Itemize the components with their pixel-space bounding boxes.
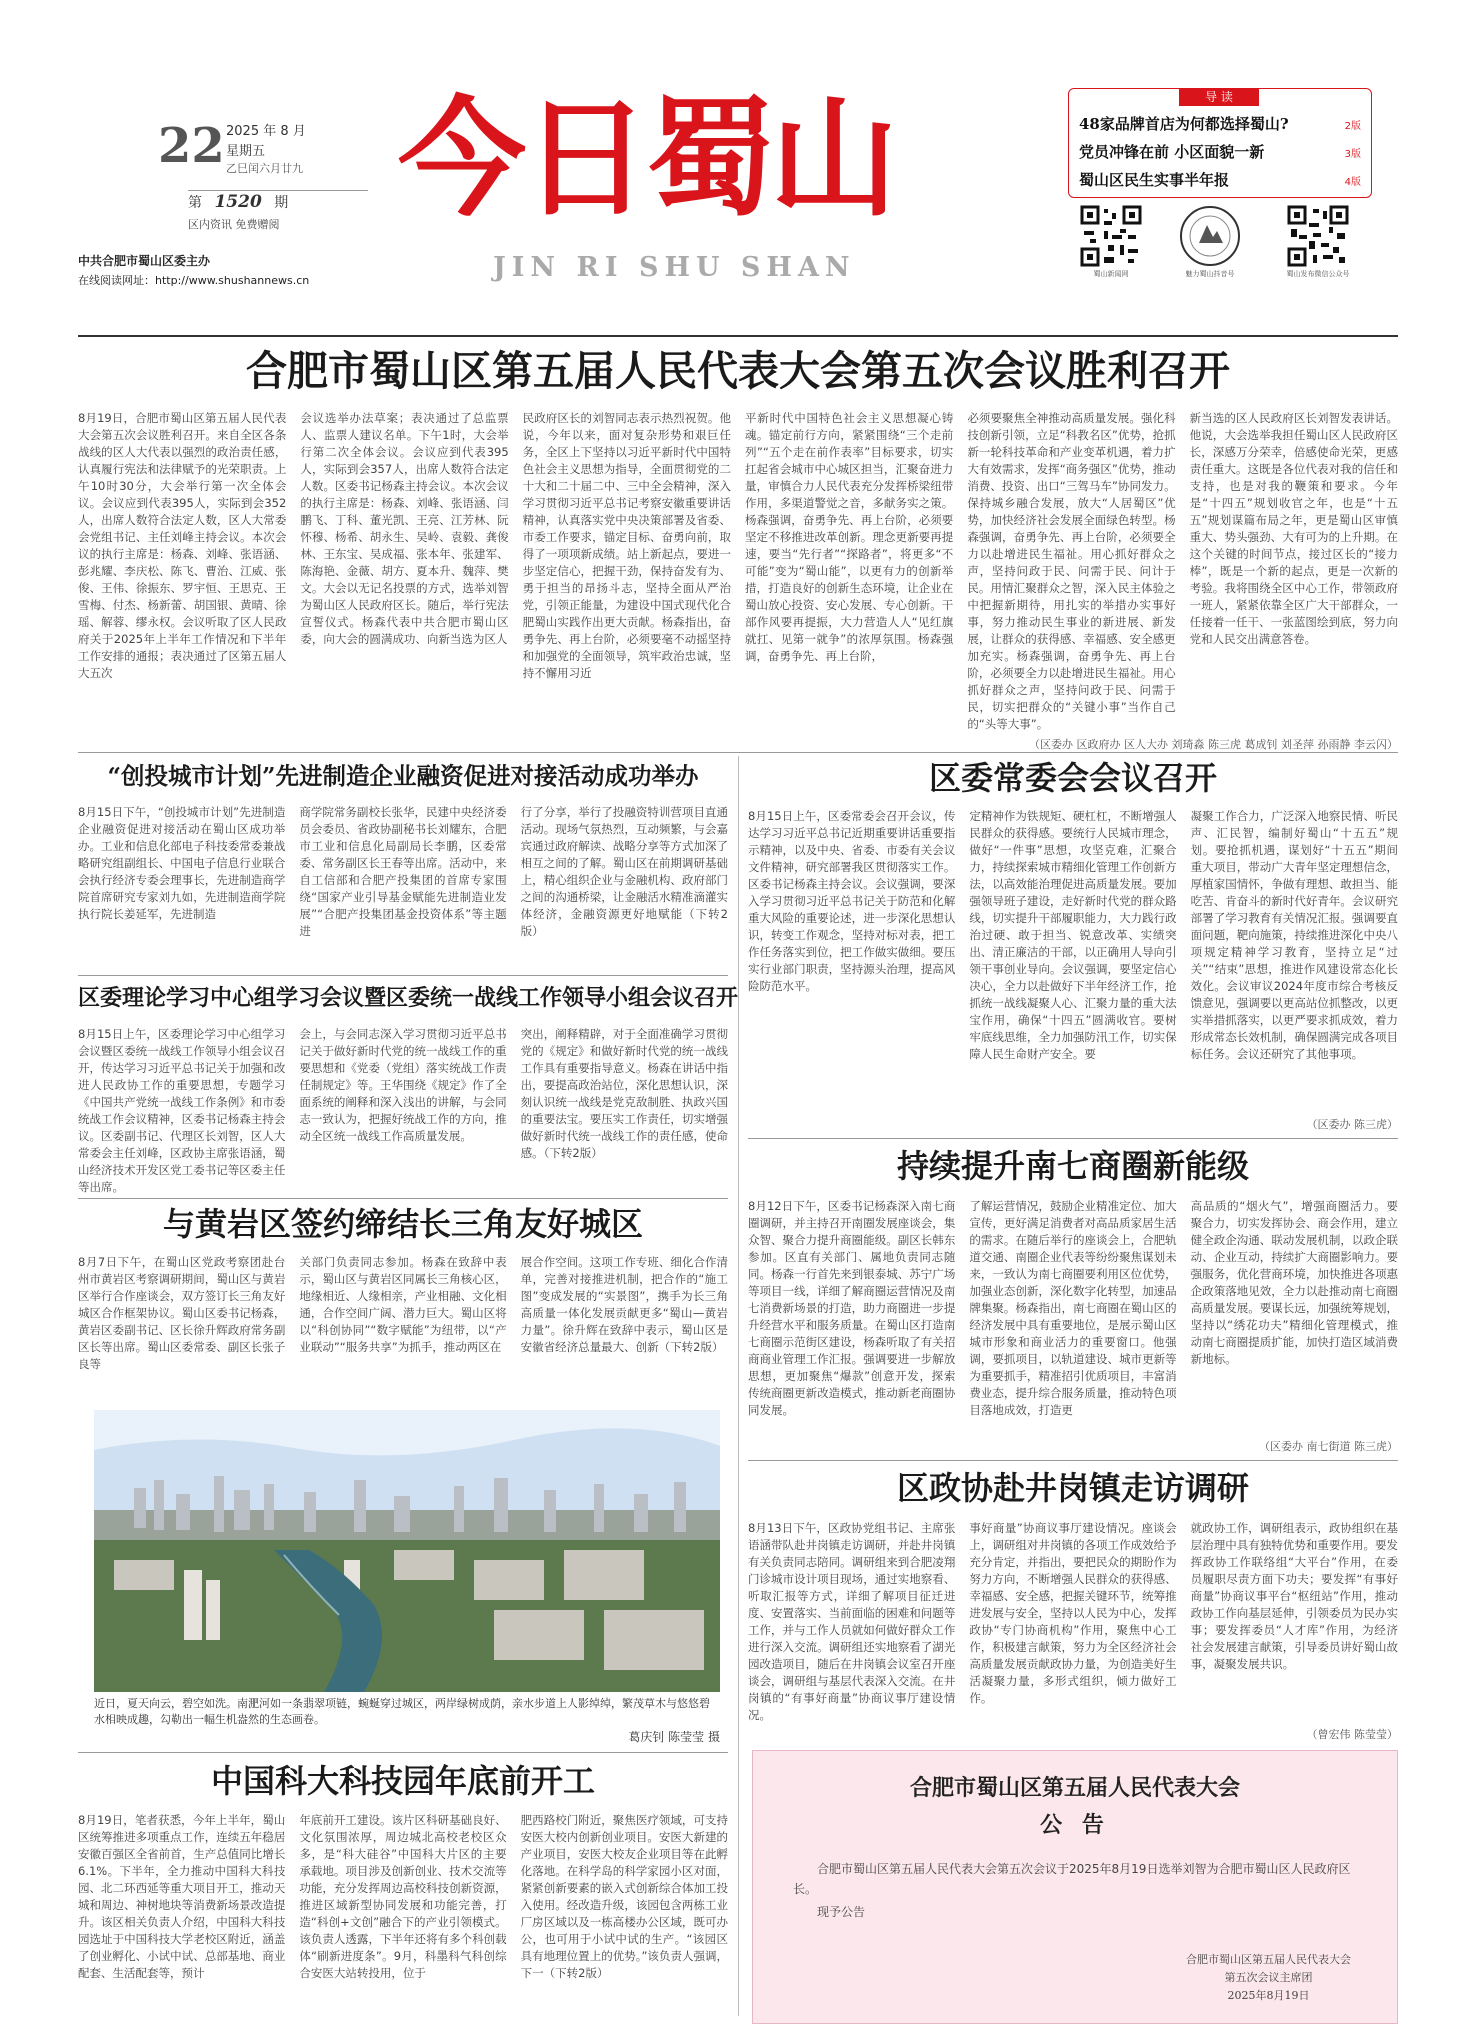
guide-item[interactable]: 蜀山区民生实事半年报 4版 bbox=[1079, 171, 1361, 189]
article-study bbox=[78, 978, 739, 1196]
nanqi-headline: 持续提升南七商圈新能级 bbox=[896, 1147, 1249, 1185]
lead-column: 平新时代中国特色社会主义思想凝心铸魂。锚定前行方向，紧紧围绕“三个走前列”“五个走在前作表率”目标要求，切实扛起省会城市中心城区担当，汇聚奋进力量，审慎合力人民代表充分发挥桥梁纽带作用，多渠道警觉之音，多献务实之策。杨森强调，奋勇争先、再上台阶，必须要坚定不移推进改革创新。理念更新要再提速，要当“先行者”“探路者”，将更多“不可能”变为“蜀山能”，以更有力的创新举措，打造良好的创新生态环境，让企业在蜀山放心投资、安心发展、专心创新。干部作风要再提振，大力营造人人“见红旗就扛、见第一就争”的浓厚氛围。杨森强调，奋勇争先、再上台阶， bbox=[744, 411, 954, 663]
lead-credit: （区委办 区政府办 区人大办 刘琦淼 陈三虎 葛成钊 刘圣萍 孙雨静 李云闪） bbox=[1029, 738, 1398, 751]
distribution-note: 区内资讯 免费赠阅 bbox=[188, 218, 280, 231]
venture-column: 行了分享，举行了投融资特训营项目直通活动。现场气氛热烈，互动频繁，与会嘉宾通过政府解读、战略分享等方式加深了相互之间的了解。蜀山区在前期调研基础上，精心组织企业与金融机构、政府部门之间的沟通桥梁，让金融活水精准滴灌实体经济，金融资源更好地赋能（下转2版） bbox=[520, 805, 728, 938]
venture-column: 8月15日下午，“创投城市计划”先进制造企业融资促进对接活动在蜀山区成功举办。工业和信息化部电子科技委常委兼战略研究组副组长、中国电子信息行业联合会执行经济专委会理事长，先进制造商学院首席研究专家刘九如，先进制造商学院执行院长姜延军，先进制造 bbox=[78, 805, 286, 921]
article-huangyan bbox=[78, 1202, 728, 1406]
venture-column: 商学院常务副校长张华，民建中央经济委员会委员、省政协副秘书长刘耀东，合肥市工业和信息化局副局长李鹏，区委常委、常务副区长王春等出席。活动中，来自工信部和合肥产投集团的首席专家围绕“国家产业引导基金赋能先进制造业发展”“合肥产投集团基金投资体系”等主题进 bbox=[299, 805, 507, 938]
lead-headline: 合肥市蜀山区第五届人民代表大会第五次会议胜利召开 bbox=[246, 347, 1230, 395]
article-standing-committee bbox=[748, 756, 1398, 1132]
issue-number: 第 1520 期 bbox=[188, 192, 289, 212]
lead-column: 会议选举办法草案；表决通过了总监票人、监票人建议名单。下午1时，大会举行第二次全体会议。会议应到代表395人，实际到会357人，出席人数符合法定人数。区委书记杨森主持会议。本次会议的执行主席是：杨森、刘峰、张语涵、闫鹏飞、丁科、董光凯、王亮、江芳林、阮怀穆、杨希、胡永生、吴岭、袁毅、龚俊林、王东宝、吴成福、张本年、张建军、陈海艳、金薇、胡方、夏本升、魏萍、樊文。大会以无记名投票的方式，选举刘智为蜀山区人民政府区长。随后，举行宪法宣誓仪式。杨森代表中共合肥市蜀山区委，向大会的圆满成功、向新当选为区人 bbox=[300, 411, 509, 646]
huangyan-headline: 与黄岩区签约缔结长三角友好城区 bbox=[162, 1205, 643, 1243]
guide-box bbox=[1068, 88, 1372, 198]
date-day: 22 bbox=[158, 118, 225, 174]
cppcc-column: 8月13日下午，区政协党组书记、主席张语涵带队赴井岗镇走访调研，并赴井岗镇有关负责同志陪同。调研组来到合肥凌翔门诊城市设计项目现场，通过实地察看、听取汇报等方式，详细了解项目征迁进度、安置落实、当前面临的困难和问题等工作，并与工作人员就如何做好群众工作进行深入交流。调研组还实地察看了湖光园改造项目，随后在井岗镇会议室召开座谈会，调研组与基层代表深入交流。在井岗镇的“有事好商量”协商议事厅建设情况。 bbox=[748, 1521, 956, 1722]
notice-closing: 现予公告 bbox=[817, 1905, 866, 1919]
huangyan-column: 8月7日下午，在蜀山区党政考察团赴台州市黄岩区考察调研期间，蜀山区与黄岩区举行合作座谈会，双方签订长三角友好城区合作框架协议。蜀山区委书记杨森，黄岩区委副书记、区长徐升辉政府常务副区长等出席。蜀山区委常委、副区长张子良等 bbox=[78, 1255, 286, 1371]
guide-item[interactable]: 48家品牌首店为何都选择蜀山? 2版 bbox=[1079, 115, 1361, 133]
committee-credit: （区委办 陈三虎） bbox=[1306, 1118, 1398, 1131]
article-venture bbox=[78, 756, 728, 974]
date-year-month: 2025 年 8 月 bbox=[226, 124, 306, 139]
nanqi-column: 了解运营情况，鼓励企业精准定位、加大宣传，更好满足消费者对高品质家居生活的需求。在随后举行的座谈会上，合肥轨道交通、南圈企业代表等纷纷聚焦谋划未来，一致认为南七商圈要利用区位优势，加强业态创新，深化数字化转型，加速品牌集聚。杨森指出，南七商圈在蜀山区的经济发展中具有重要地位，是展示蜀山区城市形象和商业活力的重要窗口。他强调，要抓项目，以轨道建设、城市更新等为重要抓手，精准招引优质项目，丰富消费业态，提升综合服务质量，推动特色项目落地成效，打造更 bbox=[969, 1199, 1177, 1417]
notice-body: 合肥市蜀山区第五届人民代表大会第五次会议于2025年8月19日选举刘智为合肥市蜀山区人民政府区长。 bbox=[793, 1862, 1351, 1896]
photo-caption: 近日，夏天向云，碧空如洗。南淝河如一条翡翠项链，蜿蜒穿过城区，两岸绿树成荫，亲水步道上人影绰绰，繁茂草木与悠悠碧水相映成趣，勾勒出一幅生机盎然的生态画卷。 bbox=[94, 1697, 710, 1726]
study-headline: 区委理论学习中心组学习会议暨区委统一战线工作领导小组会议召开 bbox=[78, 985, 739, 1011]
city-river-photo bbox=[94, 1410, 720, 1692]
qr-code-wechat[interactable]: 蜀山发布微信公众号 bbox=[1268, 205, 1368, 279]
notice-signature: 合肥市蜀山区第五届人民代表大会 第五次会议主席团 2025年8月19日 bbox=[1186, 1953, 1351, 2002]
article-cppcc bbox=[748, 1464, 1398, 1742]
public-notice bbox=[752, 1750, 1398, 2024]
newspaper-pinyin: JIN RI SHU SHAN bbox=[493, 252, 856, 283]
huangyan-column: 关部门负责同志参加。杨森在致辞中表示，蜀山区与黄岩区同属长三角核心区，地缘相近、人缘相亲，产业相融、文化相通，合作空间广阔、潜力巨大。蜀山区将以“科创协同”“数字赋能”为纽带，以“产业联动”“服务共享”为抓手，推动两区在 bbox=[299, 1255, 507, 1354]
lead-column: 民政府区长的刘智同志表示热烈祝贺。他说，今年以来，面对复杂形势和艰巨任务，全区上下坚持以习近平新时代中国特色社会主义思想为指导，全面贯彻党的二十大和二十届二中、三中全会精神，深入学习贯彻习近平总书记考察安徽重要讲话精神，认真落实党中央决策部署及省委、市委工作要求，锚定目标、奋勇向前，取得了一项项新成绩。站上新起点，要进一步坚定信心，把握干劲，保持奋发有为、勇于担当的昂扬斗志，坚持全面从严治党，引领正能量，为建设中国式现代化合肥蜀山实践作出更大贡献。杨森指出，奋勇争先、再上台阶，必须要毫不动摇坚持和加强党的全面领导，筑牢政治忠诚，坚持不懈用习近 bbox=[522, 411, 731, 680]
date-lunar: 乙巳闰六月廿九 bbox=[226, 162, 303, 175]
lead-column: 8月19日，合肥市蜀山区第五届人民代表大会第五次会议胜利召开。来自全区各条战线的区人大代表以强烈的政治责任感，认真履行宪法和法律赋予的光荣职责。上午10时30分，大会举行第一次全体会议。会议应到代表395人，实际到会352人，出席人数符合法定人数，区人大常委会党组书记、主任刘峰主持会议。本次会议的执行主席是：杨森、刘峰、张语涵、彭兆耀、李庆松、陈飞、曹治、江威、张俊、王伟、徐振东、罗宇恒、王思克、王雪梅、付杰、杨新蕾、胡国银、黄晴、徐瑶、解蓉、缪永权。会议听取了区人民政府关于2025年上半年工作情况和下半年工作安排的通报；表决通过了区第五届人大五次 bbox=[78, 411, 287, 680]
cppcc-credit: （曾宏伟 陈莹莹） bbox=[1306, 1728, 1398, 1741]
nanqi-column: 高品质的“烟火气”，增强商圈活力。要聚合力，切实发挥协会、商会作用，建立健全政企沟通、联动发展机制，以政企联动、企业互动，持续扩大商圈影响力。要强服务，优化营商环境，加快推进各项惠企政策落地见效，全力以赴推动南七商圈高质量发展。要谋长远，加强统筹规划，坚持以“绣花功夫”精细化管理模式，推动南七商圈提质扩能，加快打造区域消费新地标。 bbox=[1190, 1199, 1398, 1366]
article-nanqi bbox=[748, 1142, 1398, 1454]
venture-headline: “创投城市计划”先进制造企业融资促进对接活动成功举办 bbox=[107, 762, 699, 790]
study-column: 突出，阐释精辟，对于全面准确学习贯彻党的《规定》和做好新时代党的统一战线工作具有重要指导意义。杨森在讲话中指出，要提高政治站位，深化思想认识，深刻认识统一战线是党克敌制胜、执政兴国的重要法宝。要压实工作责任，切实增强做好新时代统一战线工作的责任感，使命感。（下转2版） bbox=[520, 1027, 728, 1160]
notice-subtitle: 公 告 bbox=[1040, 1812, 1110, 1838]
lead-article bbox=[78, 340, 1398, 752]
cppcc-column: 就政协工作，调研组表示，政协组织在基层治理中具有独特优势和重要作用。要发挥政协工作联络组“大平台”作用，在委员履职尽责方面下功夫；要发挥“有事好商量”协商议事平台“枢纽站”作用，推动政协工作向基层延伸，引领委员为民办实事；要发挥委员“人才库”作用，为经济社会发展建言献策，引导委员讲好蜀山故事，凝聚发展共识。 bbox=[1190, 1521, 1398, 1671]
study-column: 8月15日上午，区委理论学习中心组学习会议暨区委统一战线工作领导小组会议召开，传达学习习近平总书记关于加强和改进人民政协工作的重要思想，专题学习《中国共产党统一战线工作条例》和市委统战工作会议精神，区委书记杨森主持会议。区委副书记、代理区长刘智，区人大常委会主任刘峰，区政协主席张语涵，蜀山经济技术开发区党工委书记等区委主任等出席。 bbox=[78, 1027, 286, 1194]
notice-title: 合肥市蜀山区第五届人民代表大会 bbox=[909, 1775, 1240, 1801]
qr-code-news[interactable]: 蜀山新闻网 bbox=[1073, 205, 1149, 279]
date-weekday: 星期五 bbox=[226, 144, 266, 159]
qr-code-douyin[interactable]: 魅力蜀山抖音号 bbox=[1170, 205, 1250, 279]
article-ustc-park bbox=[78, 1756, 728, 2014]
committee-headline: 区委常委会会议召开 bbox=[928, 759, 1217, 797]
committee-column: 定精神作为铁规矩、硬杠杠，不断增强人民群众的获得感。要统行人民城市理念，做好“一件事”思想，攻坚克难，汇聚合力，持续探索城市精细化管理工作创新方法，以高效能治理促进高质量发展。要加强领导班子建设，走好新时代党的群众路线，切实提升干部履职能力，大力践行政治过硬、敢于担当、锐意改革、实绩突出、清正廉洁的干部，以正确用人导向引领干事创业导向。会议强调，要坚定信心决心，全力以赴做好下半年经济工作，抢抓统一战线凝聚人心、汇聚力量的重大法宝作用，确保“十四五”圆满收官。要树牢底线思维，全力加强防汛工作，切实保障人民生命财产安全。要 bbox=[969, 809, 1177, 1061]
newspaper-title: 今日蜀山 bbox=[398, 84, 895, 234]
committee-column: 凝聚工作合力，广泛深入地察民情、听民声、汇民智，编制好蜀山“十五五”规划。要抢抓机遇，谋划好“十五五”期间重大项目，带动广大青年坚定理想信念，厚植家国情怀，争做有理想、敢担当、能吃苦、肯奋斗的新时代好青年。会议研究部署了学习教育有关情况汇报。强调要直面问题，靶向施策，持续推进深化中央八项规定精神学习教育，坚持立足“过关”“结束”思想，推进作风建设常态化长效化。会议审议2024年度市综合考核反馈意见，强调要以更高站位抓整改，以更实举措抓落实，以更严要求抓成效，着力形成常态长效机制，确保圆满完成各项目标任务。会议还研究了其他事项。 bbox=[1190, 809, 1398, 1061]
guide-item[interactable]: 党员冲锋在前 小区面貌一新 3版 bbox=[1079, 143, 1361, 161]
lead-column: 新当选的区人民政府区长刘智发表讲话。他说，大会选举我担任蜀山区人民政府区长，深感万分荣幸，倍感使命光荣，更感责任重大。这既是各位代表对我的信任和支持，也是对我的鞭策和要求。今年是“十四五”规划收官之年，也是“十五五”规划谋篇布局之年，更是蜀山区审慎重大、势头强劲、大有可为的上升期。在这个关键的时间节点，接过区长的“接力棒”，既是一个新的起点，更是一次新的考验。我将围绕全区中心工作，带领政府一班人，紧紧依靠全区广大干部群众，一任接着一任干、一张蓝图绘到底，努力向党和人民交出满意答卷。 bbox=[1189, 411, 1398, 646]
study-column: 会上，与会同志深入学习贯彻习近平总书记关于做好新时代党的统一战线工作的重要思想和《党委（党组）落实统战工作责任制规定》等。王华围绕《规定》作了全面系统的阐释和深入浅出的讲解，与会同志一致认为，把握好统战工作的方向，推动全区统一战线工作高质量发展。 bbox=[299, 1027, 507, 1143]
ustc-column: 8月19日，笔者获悉，今年上半年，蜀山区统筹推进多项重点工作，连续五年稳居安徽百强区全省前首，生产总值同比增长6.1%。下半年，全力推动中国科大科技园、北二环西延等重大项目开工，推动天城和周边、神树地块等消费新场景改造提升。该区相关负责人介绍，中国科大科技园选址于中国科技大学老校区附近，涵盖了创业孵化、小试中试、总部基地、商业配套、生活配套等，预计 bbox=[78, 1813, 286, 1980]
ustc-column: 肥西路校门附近，聚焦医疗领域，可支持安医大校内创新创业项目。安医大新建的产业项目，安医大校友企业项目等在此孵化落地。在科学岛的科学家园小区对面，紧紧创新要素的嵌入式创新综合体加工投入使用。经改造升级，该园包含两栋工业厂房区域以及一栋高楼办公区域，既可办公，也可用于小试中试的生产。“该园区具有地理位置上的优势。”该负责人强调，下一（下转2版） bbox=[520, 1813, 728, 1980]
qr-code-icon bbox=[1287, 205, 1349, 267]
cppcc-headline: 区政协赴井岗镇走访调研 bbox=[896, 1469, 1249, 1507]
ustc-headline: 中国科大科技园年底前开工 bbox=[210, 1762, 595, 1800]
lead-column: 必须要聚焦全神推动高质量发展。强化科技创新引领，立足“科教名区”优势，抢抓新一轮科技革命和产业变革机遇，着力扩大有效需求，发挥“商务强区”优势，推动消费、投资、出口“三驾马车”协同发力。保持城乡融合发展，放大“人居蜀区”优势，加快经济社会发展全面绿色转型。杨森强调，奋勇争先、再上台阶，必须要全力以赴增进民生福祉。用心抓好群众之声，坚持问政于民、问需于民、问计于民。用情汇聚群众之智，深入民主体验之中把握新期待，用扎实的举措办实事好事，努力推动民生事业的新进展、新发展，让群众的获得感、幸福感、安全感更加充实。杨森强调，奋勇争先、再上台阶，必须要全力以赴增进民生福祉。用心抓好群众之声，坚持问政于民、问需于民，切实把群众的“关键小事”当作自己的“头等大事”。 bbox=[967, 411, 1176, 731]
ustc-column: 年底前开工建设。该片区科研基础良好、文化氛围浓厚，周边城北高校老校区众多，是“科大硅谷”中国科大片区的主要承载地。项目涉及创新创业、技术交流等功能，充分发挥周边高校科技创新资源，推进区域新型协同发展和功能完善，打造“科创+文创”融合下的产业引领模式。该负责人透露，下半年还将有多个科创载体“刷新进度条”。9月，科墨科气科创综合安医大站转投用，位于 bbox=[299, 1813, 507, 1980]
committee-column: 8月15日上午，区委常委会召开会议，传达学习习近平总书记近期重要讲话重要指示精神，以及中央、省委、市委有关会议文件精神，研究部署我区贯彻落实工作。区委书记杨森主持会议。会议强调，要深入学习贯彻习近平总书记关于防范和化解重大风险的重要论述，进一步深化思想认识，转变工作观念，坚持对标对表，把工作任务落实到位，把工作做实做细。要压实行业部门职责，坚持源头治理，提高风险防范水平。 bbox=[748, 809, 956, 993]
qr-code-icon bbox=[1080, 205, 1142, 267]
masthead bbox=[78, 84, 1398, 300]
river-photo bbox=[94, 1410, 720, 1692]
seal-logo-icon bbox=[1179, 205, 1241, 267]
guide-label: 导 读 bbox=[1179, 88, 1259, 106]
nanqi-credit: （区委办 南七街道 陈三虎） bbox=[1259, 1440, 1398, 1453]
organizer: 中共合肥市蜀山区委主办 bbox=[78, 254, 211, 268]
photo-credit: 葛庆钊 陈莹莹 摄 bbox=[628, 1730, 720, 1744]
huangyan-column: 展合作空间。这项工作专班、细化合作清单，完善对接推进机制，把合作的“施工图”变成发展的“实景图”，携手为长三角高质量一体化发展贡献更多“蜀山—黄岩力量”。徐升辉在致辞中表示，蜀山区是安徽省经济总量最大、创新（下转2版） bbox=[520, 1255, 728, 1354]
website: 在线阅读网址：http://www.shushannews.cn bbox=[78, 274, 310, 287]
nanqi-column: 8月12日下午，区委书记杨森深入南七商圈调研，并主持召开南圈发展座谈会，集众智、聚合力提升商圈能级。副区长韩东参加。区直有关部门、属地负责同志随同。杨森一行首先来到银泰城、苏宁广场等项目一线，详细了解商圈运营情况及南七消费新场景的打造，助力商圈进一步提升经营水平和服务质量。在蜀山区打造南七商圈示范街区建设，杨森听取了有关招商商业管理工作汇报。强调要进一步解放思想，更加聚焦“爆款”创意开发，探索传统商圈更新改造模式，推动新老商圈协同发展。 bbox=[748, 1199, 956, 1417]
cppcc-column: 事好商量”协商议事厅建设情况。座谈会上，调研组对井岗镇的各项工作成效给予充分肯定，并指出，要把民众的期盼作为努力方向，不断增强人民群众的获得感、幸福感、安全感，把握关键环节，统筹推进发展与安全，坚持以人民为中心，发挥政协“专门协商机构”作用，聚焦中心工作，积极建言献策，努力为全区经济社会高质量发展贡献政协力量，为创造美好生活凝聚力量，多形式组织，倾力做好工作。 bbox=[969, 1521, 1177, 1705]
